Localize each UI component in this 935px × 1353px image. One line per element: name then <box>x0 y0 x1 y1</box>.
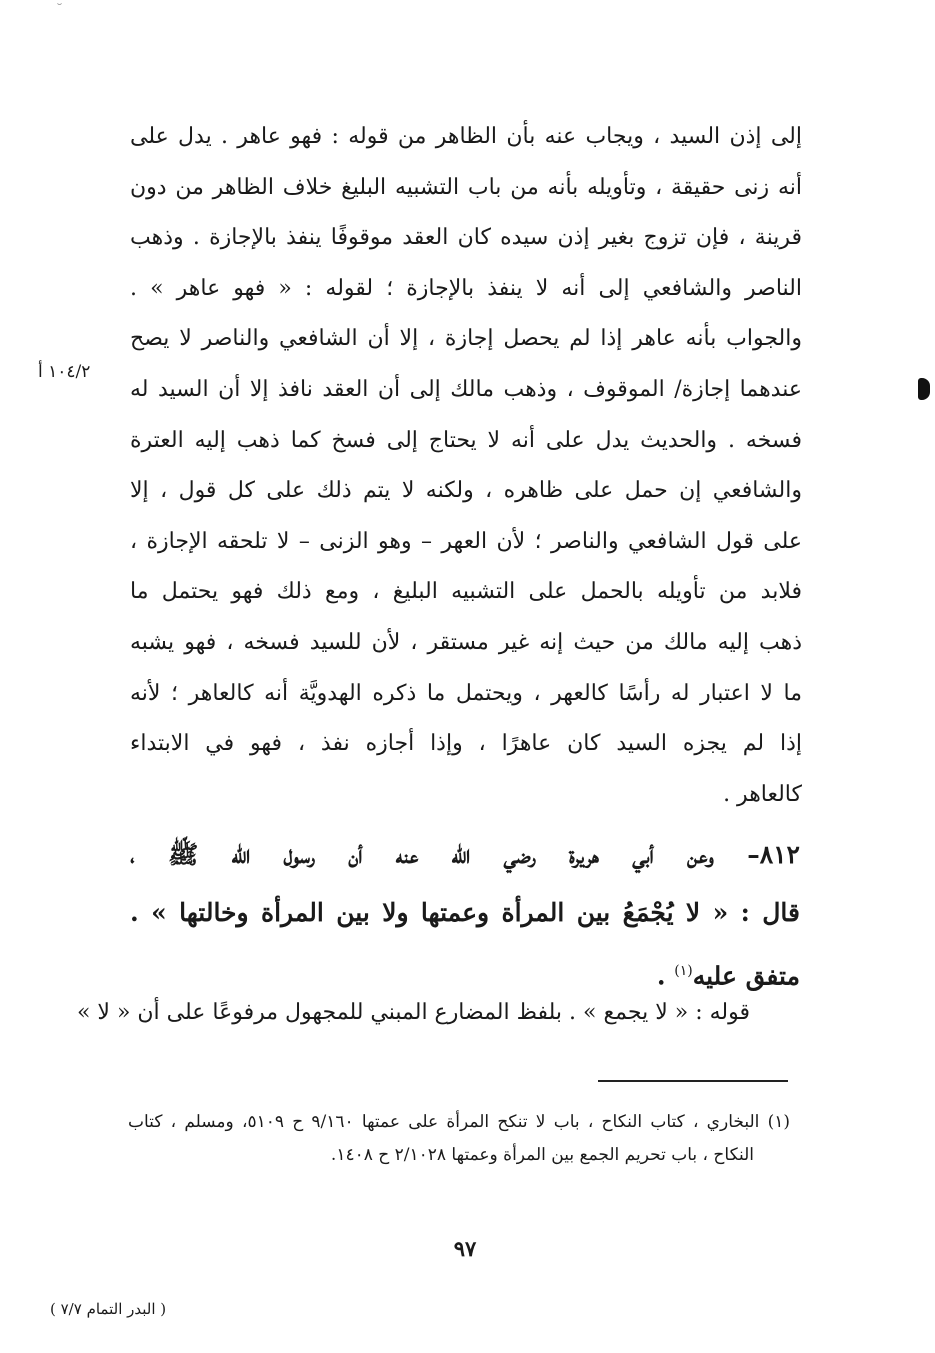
running-footer: ( البدر التمام ٧/٧ ) <box>50 1300 167 1318</box>
text-line: إلى إذن السيد ، ويجاب عنه بأن الظاهر من قوله : فهو عاهر . يدل على <box>130 124 802 149</box>
page-number: ٩٧ <box>453 1236 477 1261</box>
margin-marker-icon <box>918 378 930 400</box>
hadith-source: متفق عليه <box>692 961 800 991</box>
manuscript-folio-note: ١٠٤/٢ أ <box>38 362 91 382</box>
text-line: ذهب إليه مالك من حيث إنه غير مستقر ، لأن للسيد فسخه ، فهو يشبه <box>130 629 802 655</box>
hadith-line-end: . <box>656 961 675 991</box>
text-line: والشافعي إن حمل على ظاهره ، ولكنه لا يتم ذلك على كل قول ، إلا <box>130 478 802 504</box>
text-line: ما لا اعتبار له رأسًا كالعهر ، ويحتمل ما ذكره الهدويَّة أنه كالعاهر ؛ لأنه <box>130 680 802 706</box>
text-line: فسخه . والحديث يدل على أنه لا يحتاج إلى فسخ كما ذهب إليه العترة <box>130 427 802 453</box>
hadith-block <box>130 826 800 1000</box>
hadith-line <box>130 942 800 1000</box>
text-line: إذا لم يجزه السيد كان عاهرًا ، وإذا أجازه نفذ ، فهو في الابتداء <box>130 731 802 757</box>
footnotes-block <box>128 1106 790 1172</box>
footnote-divider <box>598 1080 788 1082</box>
footnote-line: (١) البخاري ، كتاب النكاح ، باب لا تنكح المرأة على عمتها ٩/١٦٠ ح ٥١٠٩، ومسلم ، كتاب <box>128 1112 790 1132</box>
corner-mark: ˘ <box>56 2 63 18</box>
text-line: على قول الشافعي والناصر ؛ لأن العهر – وهو الزنى – لا تلحقه الإجازة ، <box>130 528 802 554</box>
main-text-block <box>130 112 802 820</box>
commentary-line: قوله : « لا يجمع » . بلفظ المضارع المبني للمجهول مرفوعًا على أن « لا » <box>76 1000 750 1025</box>
footnote-line: النكاح ، باب تحريم الجمع بين المرأة وعمتها ٢/١٠٢٨ ح ١٤٠٨. <box>330 1145 754 1165</box>
hadith-line: ٨١٢– وعن أبي هريرة رضي الله عنه أن رسول الله ﷺ ، <box>130 840 800 869</box>
text-line: الناصر والشافعي إلى أنه لا ينفذ بالإجازة ؛ لقوله : « فهو عاهر » . <box>130 275 802 301</box>
hadith-line: قال : « لا يُجْمَعُ بين المرأة وعمتها ولا بين المرأة وخالتها » . <box>130 898 800 927</box>
text-line: والجواب بأنه عاهر إذا لم يحصل إجازة ، إلا أن الشافعي والناصر لا يصح <box>130 326 802 352</box>
text-line: أنه زنى حقيقة ، وتأويله بأنه من باب التشبيه البليغ خلاف الظاهر من دون <box>130 174 802 200</box>
text-line: فلابد من تأويله بالحمل على التشبيه البليغ ، ومع ذلك فهو يحتمل ما <box>130 579 802 605</box>
text-line: كالعاهر . <box>723 781 802 807</box>
footnote-reference[interactable]: (١) <box>674 963 693 979</box>
text-line: قرينة ، فإن تزوج بغير إذن سيده كان العقد موقوفًا ينفذ بالإجازة . وذهب <box>130 225 802 251</box>
text-line: عندهما إجازة/ الموقوف ، وذهب مالك إلى أن العقد نافذ إلا أن السيد له <box>130 376 802 402</box>
